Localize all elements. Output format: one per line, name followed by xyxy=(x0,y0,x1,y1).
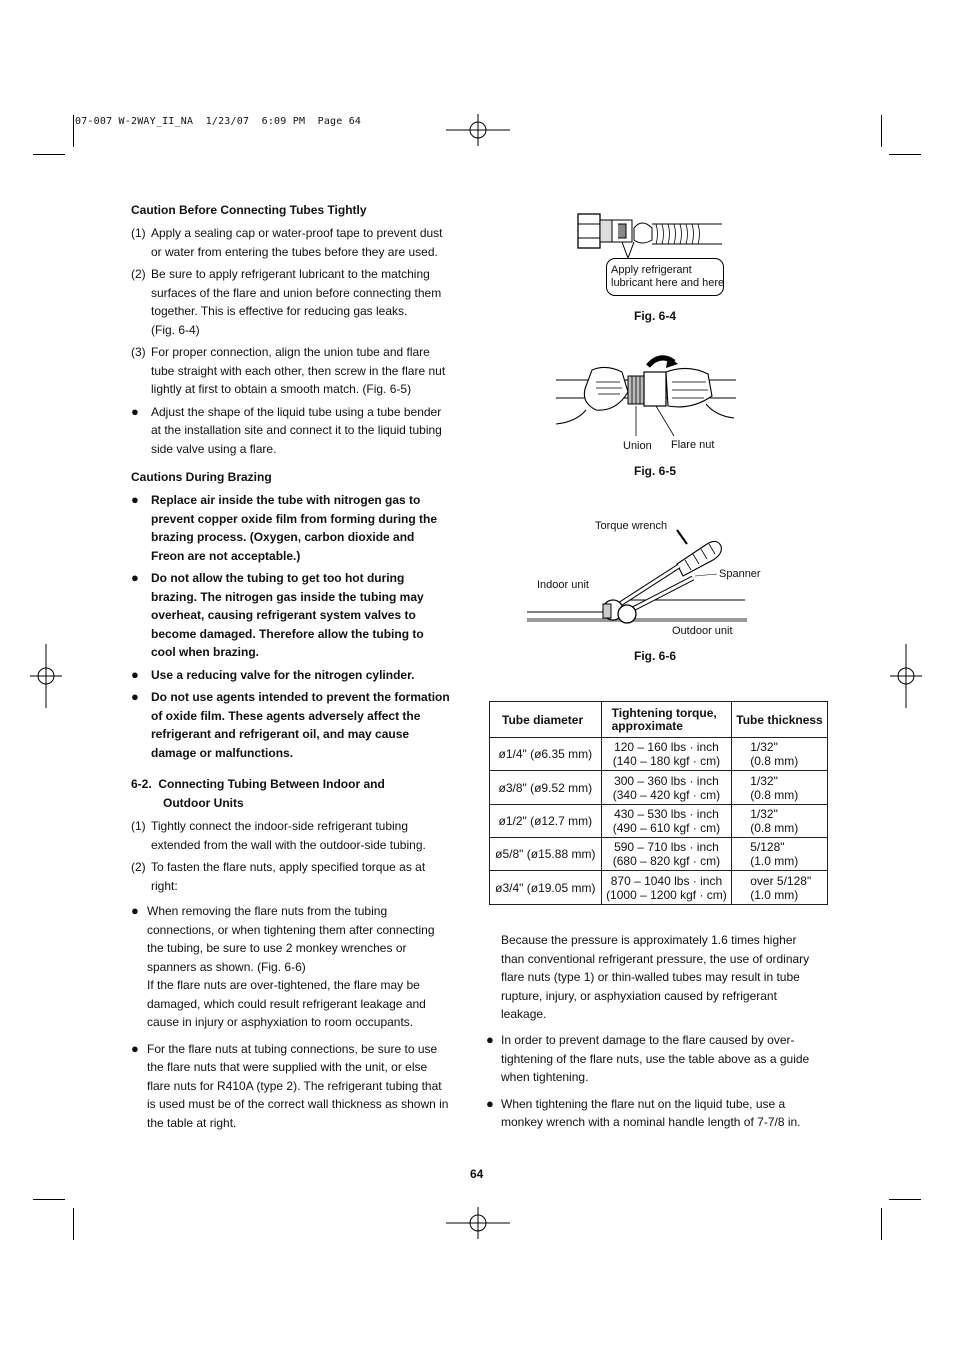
fig-6-6-illustration xyxy=(527,528,747,628)
thickness-cell: 1/32" (0.8 mm) xyxy=(732,738,828,771)
item-text: If the flare nuts are over-tightened, the flare may be damaged, which could result refrigerant leakage and cause in injury or asphyxiation to room occupants. xyxy=(147,978,426,1029)
note-item xyxy=(486,1095,812,1132)
table-header-row xyxy=(490,702,828,738)
bullet-icon: ● xyxy=(131,1040,139,1056)
brazing-heading: Cautions During Brazing xyxy=(131,470,272,484)
item-text: In order to prevent damage to the flare caused by over-tightening of the flare nuts, use the table above as a guide when tightening. xyxy=(501,1033,810,1084)
bullet-icon: ● xyxy=(131,403,139,419)
caution-heading: Caution Before Connecting Tubes Tightly xyxy=(131,203,367,217)
bullet-icon: ● xyxy=(486,1095,494,1111)
item-number: (1) xyxy=(131,819,146,833)
note-item xyxy=(131,902,451,976)
section-heading-cont: Outdoor Units xyxy=(163,796,244,810)
brazing-item xyxy=(131,569,451,662)
section-item xyxy=(131,858,451,895)
tube-diameter-cell: ø1/2" (ø12.7 mm) xyxy=(490,805,602,838)
item-text: Adjust the shape of the liquid tube using a tube bender at the installation site and connect it to the liquid tubing side valve using a flare. xyxy=(151,404,442,456)
registration-mark-top xyxy=(446,114,510,146)
torque-cell: 300 – 360 lbs · inch (340 – 420 kgf · cm) xyxy=(601,771,732,805)
thickness-cell: 1/32" (0.8 mm) xyxy=(732,805,828,838)
fig-6-4-caption: Fig. 6-4 xyxy=(634,309,677,323)
note-item xyxy=(486,1031,812,1087)
fig-6-5-caption: Fig. 6-5 xyxy=(634,464,677,478)
fig-6-6-spanner-label: Spanner xyxy=(719,568,761,580)
crop-mark xyxy=(889,154,921,155)
crop-mark xyxy=(73,1208,74,1240)
thickness-cell: 1/32" (0.8 mm) xyxy=(732,771,828,805)
table-row xyxy=(490,738,828,771)
right-bullets xyxy=(486,1031,812,1132)
caution-item xyxy=(131,403,451,459)
caution-item xyxy=(131,265,451,321)
column-header: Tube diameter xyxy=(490,702,602,738)
bullet-icon: ● xyxy=(131,903,139,918)
caution-item xyxy=(131,343,451,399)
crop-mark xyxy=(881,1208,882,1240)
table-row xyxy=(490,771,828,805)
fig-6-5-union-label: Union xyxy=(623,440,652,452)
section-list xyxy=(131,817,451,895)
item-text: Do not allow the tubing to get too hot during brazing. The nitrogen gas inside the tubing may overheat, causing refrigerant system valves to become damaged. Therefore allow the tubing to cool when brazing. xyxy=(151,571,424,659)
torque-cell: 590 – 710 lbs · inch (680 – 820 kgf · cm) xyxy=(601,838,732,871)
item-text: Apply a sealing cap or water-proof tape to prevent dust or water from entering the tubes before they are used. xyxy=(151,226,443,259)
note-item-cont xyxy=(131,976,451,1032)
note-item xyxy=(131,1040,451,1133)
fig-6-6-torque-wrench-label: Torque wrench xyxy=(595,520,668,532)
tube-diameter-cell: ø1/4" (ø6.35 mm) xyxy=(490,738,602,771)
fig-6-6-caption: Fig. 6-6 xyxy=(634,649,677,663)
pressure-paragraph: Because the pressure is approximately 1.6 times higher than conventional refrigerant pressure, the use of ordinary flare nuts (type 1) or thin-walled tubes may result in tube rupture, injury, or asphyxiation caused by refrigerant leakage. xyxy=(501,933,810,1021)
page-number: 64 xyxy=(470,1167,484,1181)
registration-mark-bottom xyxy=(446,1207,510,1239)
fig-6-6-outdoor-unit-label: Outdoor unit xyxy=(672,625,733,637)
item-number: (1) xyxy=(131,226,146,240)
bullet-icon: ● xyxy=(131,666,139,682)
item-text: To fasten the flare nuts, apply specified torque as at right: xyxy=(151,860,426,893)
crop-mark xyxy=(33,1199,65,1200)
caution-item xyxy=(131,224,451,261)
brazing-item xyxy=(131,688,451,762)
torque-cell: 870 – 1040 lbs · inch (1000 – 1200 kgf · cm) xyxy=(601,871,732,905)
item-text: For the flare nuts at tubing connections, be sure to use the flare nuts that were supplied with the unit, or else flare nuts for R410A (type 2). The refrigerant tubing that is used must be of the correct wall thickness as shown in the table at right. xyxy=(147,1041,449,1130)
item-text: Tightly connect the indoor-side refrigerant tubing extended from the wall with the outdoor-side tubing. xyxy=(151,819,426,852)
table-row xyxy=(490,805,828,838)
fig-6-6-indoor-unit-label: Indoor unit xyxy=(537,579,589,591)
item-text: When tightening the flare nut on the liquid tube, use a monkey wrench with a nominal handle length of 7-7/8 in. xyxy=(501,1096,801,1129)
bullet-icon: ● xyxy=(131,570,139,585)
caution-list xyxy=(131,224,451,458)
tube-diameter-cell: ø3/8" (ø9.52 mm) xyxy=(490,771,602,805)
tube-diameter-cell: ø3/4" (ø19.05 mm) xyxy=(490,871,602,905)
crop-mark xyxy=(73,115,74,147)
thickness-cell: over 5/128" (1.0 mm) xyxy=(732,871,828,905)
bullet-icon: ● xyxy=(486,1032,494,1047)
brazing-item xyxy=(131,491,451,565)
item-number: (2) xyxy=(131,860,146,874)
bullet-icon: ● xyxy=(131,492,139,507)
print-slug: 07-007 W-2WAY_II_NA 1/23/07 6:09 PM Page 64 xyxy=(75,116,362,127)
column-header: Tightening torque, approximate xyxy=(601,702,732,738)
crop-mark xyxy=(33,154,65,155)
crop-mark xyxy=(881,115,882,147)
fig-6-4-callout-line-2: lubricant here and here xyxy=(611,277,725,289)
figure-reference: (Fig. 6-4) xyxy=(151,322,200,337)
item-text: Replace air inside the tube with nitrogen gas to prevent copper oxide film from forming during the brazing process. (Oxygen, carbon dioxide and Freon are not acceptable.) xyxy=(151,493,438,563)
fig-6-5-flare-nut-label: Flare nut xyxy=(671,439,715,451)
fig-6-5-illustration xyxy=(556,352,736,436)
registration-mark-right xyxy=(890,644,922,708)
item-text: Use a reducing valve for the nitrogen cylinder. xyxy=(151,667,415,682)
flare-nut-notes xyxy=(131,902,451,1132)
torque-cell: 430 – 530 lbs · inch (490 – 610 kgf · cm) xyxy=(601,805,732,838)
torque-table xyxy=(489,701,828,905)
item-text: Be sure to apply refrigerant lubricant to the matching surfaces of the flare and union before connecting them together. This is effective for reducing gas leaks. xyxy=(151,267,442,318)
tube-diameter-cell: ø5/8" (ø15.88 mm) xyxy=(490,838,602,871)
item-text: Do not use agents intended to prevent the formation of oxide film. These agents adversely affect the refrigerant and refrigerant oil, and may cause damage or malfunctions. xyxy=(151,690,450,760)
torque-cell: 120 – 160 lbs · inch (140 – 180 kgf · cm) xyxy=(601,738,732,771)
item-number: (2) xyxy=(131,267,146,281)
item-text: When removing the flare nuts from the tubing connections, or when tightening them after connecting the tubing, be sure to use 2 monkey wrenches or spanners as shown. (Fig. 6-6) xyxy=(147,904,435,974)
section-heading: 6-2. Connecting Tubing Between Indoor and xyxy=(131,777,385,791)
bullet-icon: ● xyxy=(131,689,139,704)
crop-mark xyxy=(889,1199,921,1200)
table-row xyxy=(490,871,828,905)
table-row xyxy=(490,838,828,871)
thickness-cell: 5/128" (1.0 mm) xyxy=(732,838,828,871)
caution-item-note xyxy=(131,321,451,340)
fig-6-4-illustration xyxy=(572,206,722,264)
fig-6-4-callout-line-1: Apply refrigerant xyxy=(611,264,692,276)
item-number: (3) xyxy=(131,345,146,359)
registration-mark-left xyxy=(30,644,62,708)
brazing-item xyxy=(131,666,451,685)
item-text: For proper connection, align the union tube and flare tube straight with each other, then screw in the flare nut lightly at first to obtain a smooth match. (Fig. 6-5) xyxy=(151,345,446,396)
section-item xyxy=(131,817,451,854)
column-header: Tube thickness xyxy=(732,702,828,738)
brazing-list xyxy=(131,491,451,762)
